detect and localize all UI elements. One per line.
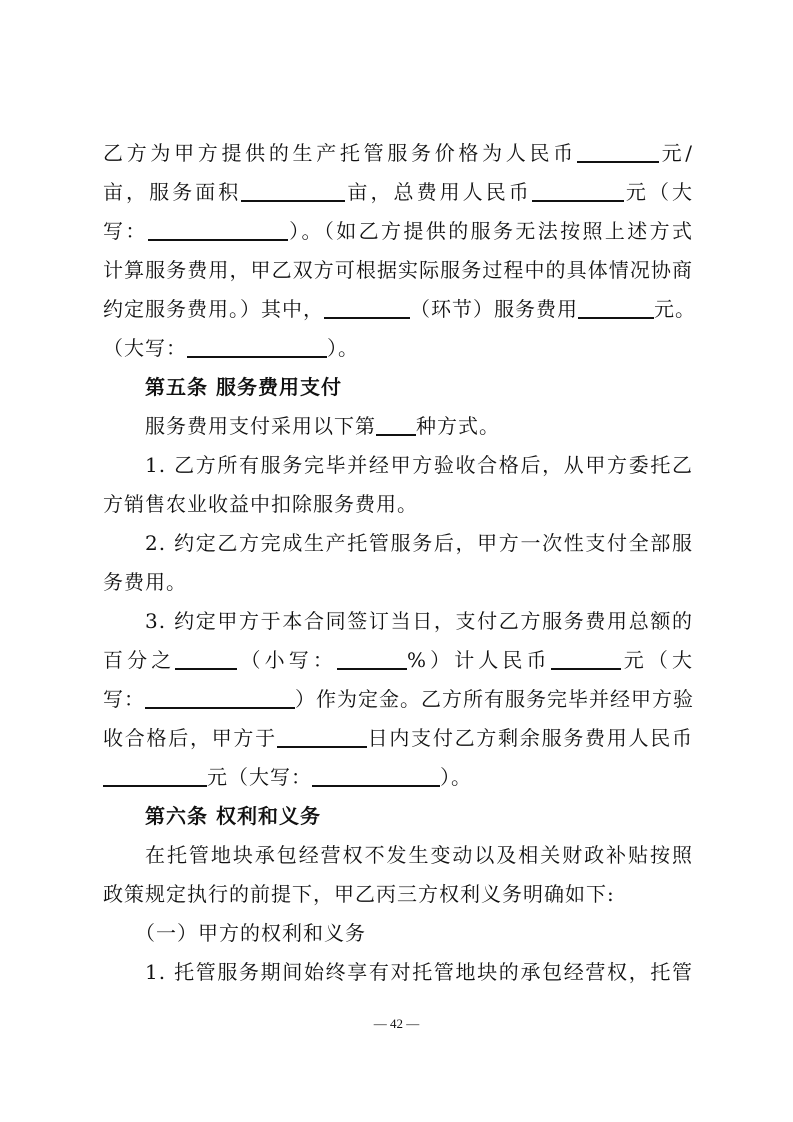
blank-stage-fee-words xyxy=(187,336,327,358)
section-5-item-2-line-1: 2. 约定乙方完成生产托管服务后，甲方一次性支付全部服 xyxy=(145,531,693,555)
page-number: — 42 — xyxy=(373,1016,420,1031)
para-line-3: 写： ）。（如乙方提供的服务无法按照上述方式 xyxy=(103,219,694,243)
blank-area xyxy=(241,180,345,202)
section-5-item-1-line-2: 方销售农业收益中扣除服务费用。 xyxy=(103,492,418,516)
para-line-1: 乙方为甲方提供的生产托管服务价格为人民币 元/ xyxy=(103,141,693,165)
section-6-title: 第六条 权利和义务 xyxy=(145,804,321,828)
blank-stage xyxy=(324,297,410,319)
blank-deposit-amount xyxy=(551,648,621,670)
blank-price xyxy=(577,141,659,163)
blank-total xyxy=(532,180,624,202)
section-6-intro-line-2: 政策规定执行的前提下，甲乙丙三方权利义务明确如下: xyxy=(103,882,615,906)
section-5-item-1-line-1: 1. 乙方所有服务完毕并经甲方验收合格后，从甲方委托乙 xyxy=(145,453,693,477)
para-line-5: 约定服务费用。）其中， （环节）服务费用 元。 xyxy=(103,297,696,321)
para-line-4: 计算服务费用，甲乙双方可根据实际服务过程中的具体情况协商 xyxy=(103,258,693,282)
section-6-subheading-1: （一）甲方的权利和义务 xyxy=(135,921,366,945)
section-5-item-3-line-4: 收合格后，甲方于 日内支付乙方剩余服务费用人民币 xyxy=(103,726,694,750)
section-5-item-2-line-2: 务费用。 xyxy=(103,570,187,594)
section-5-item-3-line-1: 3. 约定甲方于本合同签订当日，支付乙方服务费用总额的 xyxy=(145,609,693,633)
blank-percent xyxy=(175,648,237,670)
blank-deposit-words xyxy=(145,687,295,709)
blank-percent-figure xyxy=(337,648,407,670)
blank-remaining-words xyxy=(312,765,440,787)
blank-stage-fee xyxy=(578,297,654,319)
para-line-2: 亩，服务面积 亩，总费用人民币 元（大 xyxy=(103,180,694,204)
section-5-intro: 服务费用支付采用以下第 种方式。 xyxy=(145,414,500,438)
section-6-sub1-item-1: 1. 托管服务期间始终享有对托管地块的承包经营权，托管 xyxy=(145,960,693,984)
blank-method xyxy=(376,414,416,436)
section-5-item-3-line-3: 写： ）作为定金。乙方所有服务完毕并经甲方验 xyxy=(103,687,694,711)
blank-days xyxy=(277,726,367,748)
section-5-title: 第五条 服务费用支付 xyxy=(145,375,342,399)
para-line-6: （大写： ）。 xyxy=(103,336,359,360)
blank-total-words xyxy=(148,219,288,241)
blank-remaining-amount xyxy=(103,765,207,787)
section-5-item-3-line-2: 百分之 （小写： %）计人民币 元（大 xyxy=(103,648,694,672)
section-6-intro-line-1: 在托管地块承包经营权不发生变动以及相关财政补贴按照 xyxy=(145,843,693,867)
section-5-item-3-line-5: 元（大写： ）。 xyxy=(103,764,693,794)
